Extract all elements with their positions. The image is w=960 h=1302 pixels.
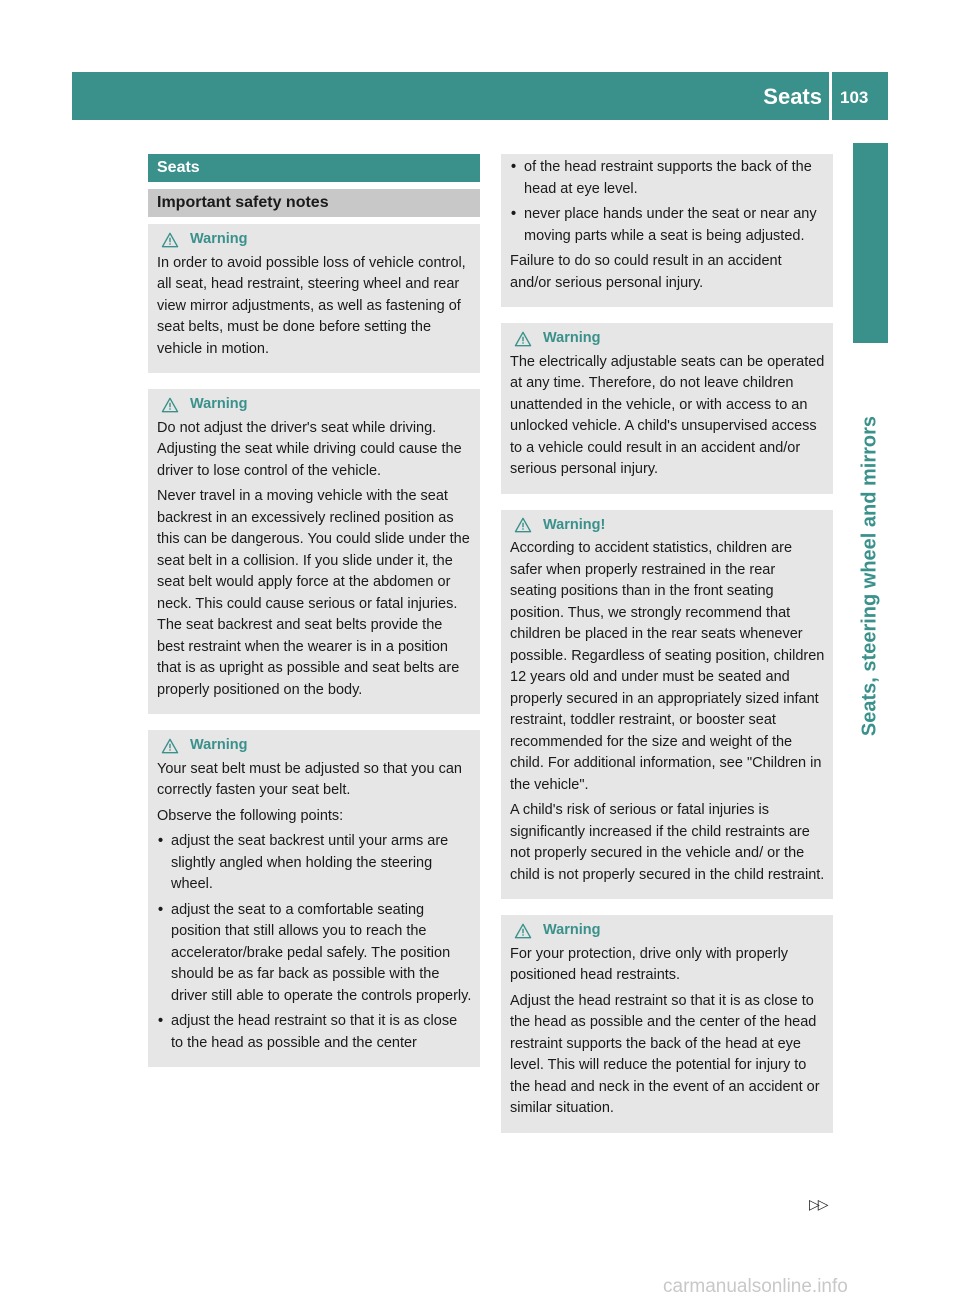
warning-text: Adjust the head restraint so that it is as close to the head as possible and the center of the head restraint supports the back of the head at eye level. This will reduce the potential for injury to the head and neck in the event of an accident or similar situation. [510, 992, 820, 1116]
warning-triangle-icon [514, 331, 532, 347]
right-column [501, 154, 833, 1149]
list-item: • adjust the seat backrest until your arms are slightly angled when holding the steering wheel. [157, 831, 472, 896]
side-tab-block [853, 143, 888, 343]
side-tab-label: Seats, steering wheel and mirrors [858, 415, 881, 737]
warning-heading: Warning! [543, 516, 606, 533]
warning-text: A child's risk of serious or fatal injuries is significantly increased if the child restraints are not properly secured in the vehicle and/ or the child is not properly secured in the child restraint. [510, 802, 825, 883]
warning-text: According to accident statistics, children are safer when properly restrained in the rear seating positions than in the front seating position. Thus, we strongly recommend that children be placed in the rear seats whenever possible. Regardless of seating position, children 12 years old and under must be seated and properly secured in an appropriately sized infant restraint, toddler restraint, or booster seat recommended for the size and weight of the child. For additional information, see "Children in the vehicle". [510, 540, 825, 793]
list-item [510, 157, 825, 200]
warning-triangle-icon [161, 397, 179, 413]
watermark: carmanualsonline.info [663, 1276, 848, 1297]
warning-box [148, 730, 480, 1067]
warning-triangle-icon [161, 738, 179, 754]
warning-text: Your seat belt must be adjusted so that you can correctly fasten your seat belt. [157, 760, 462, 798]
warning-box-continued [501, 154, 833, 307]
warning-text: Do not adjust the driver's seat while driving. Adjusting the seat while driving could cause the driver to lose control of the vehicle. [157, 419, 462, 479]
warning-box [148, 389, 480, 714]
bullet-list [157, 831, 472, 1054]
subsection-title: Important safety notes [148, 189, 480, 217]
warning-triangle-icon [514, 517, 532, 533]
warning-box [501, 915, 833, 1133]
continue-arrow-icon: ▷▷ [809, 1196, 827, 1212]
header-separator [829, 72, 832, 120]
warning-box [148, 224, 480, 373]
warning-text: Failure to do so could result in an accident and/or serious personal injury. [510, 253, 782, 291]
page-number: 103 [840, 88, 869, 107]
warning-heading: Warning [543, 330, 601, 346]
warning-heading: Warning [543, 922, 601, 938]
left-column [148, 154, 480, 1083]
warning-text: The electrically adjustable seats can be operated at any time. Therefore, do not leave children unattended in the vehicle, or with access to an unlocked vehicle. A child's unsupervised access to a vehicle could result in an accident and/or serious personal injury. [510, 353, 825, 477]
warning-heading: Warning [190, 231, 248, 247]
warning-box [501, 323, 833, 494]
list-item-text: of the head restraint supports the back of the head at eye level. [524, 159, 812, 197]
warning-text: Observe the following points: [157, 807, 344, 824]
warning-triangle-icon [161, 232, 179, 248]
list-item: • never place hands under the seat or near any moving parts while a seat is being adjusted. [510, 204, 825, 247]
warning-triangle-icon [514, 923, 532, 939]
warning-text: For your protection, drive only with properly positioned head restraints. [510, 945, 789, 983]
header-title: Seats [763, 84, 822, 109]
warning-text: Never travel in a moving vehicle with the seat backrest in an excessively reclined position as this can be dangerous. You could slide under the seat belt in a collision. If you slide under it, the seat belt would apply force at the abdomen or neck. This could cause serious or fatal injuries. The seat backrest and seat belts provide the best restraint when the wearer is in a position that is as upright as possible and seat belts are properly positioned on the body. [157, 488, 470, 698]
warning-heading: Warning [190, 737, 248, 753]
list-item: • adjust the seat to a comfortable seating position that still allows you to reach the accelerator/brake pedal safely. The position should be as far back as possible with the driver still able to operate the controls properly. [157, 900, 472, 1008]
list-item: • adjust the head restraint so that it is as close to the head as possible and the center [157, 1011, 472, 1054]
warning-box [501, 510, 833, 900]
bullet-list [510, 157, 825, 247]
section-title: Seats [148, 154, 480, 182]
header-bar [72, 72, 888, 120]
warning-heading: Warning [190, 396, 248, 412]
warning-text: In order to avoid possible loss of vehicle control, all seat, head restraint, steering wheel and rear view mirror adjustments, as well as fastening of seat belts, must be done before setting the vehicle in motion. [157, 254, 466, 357]
